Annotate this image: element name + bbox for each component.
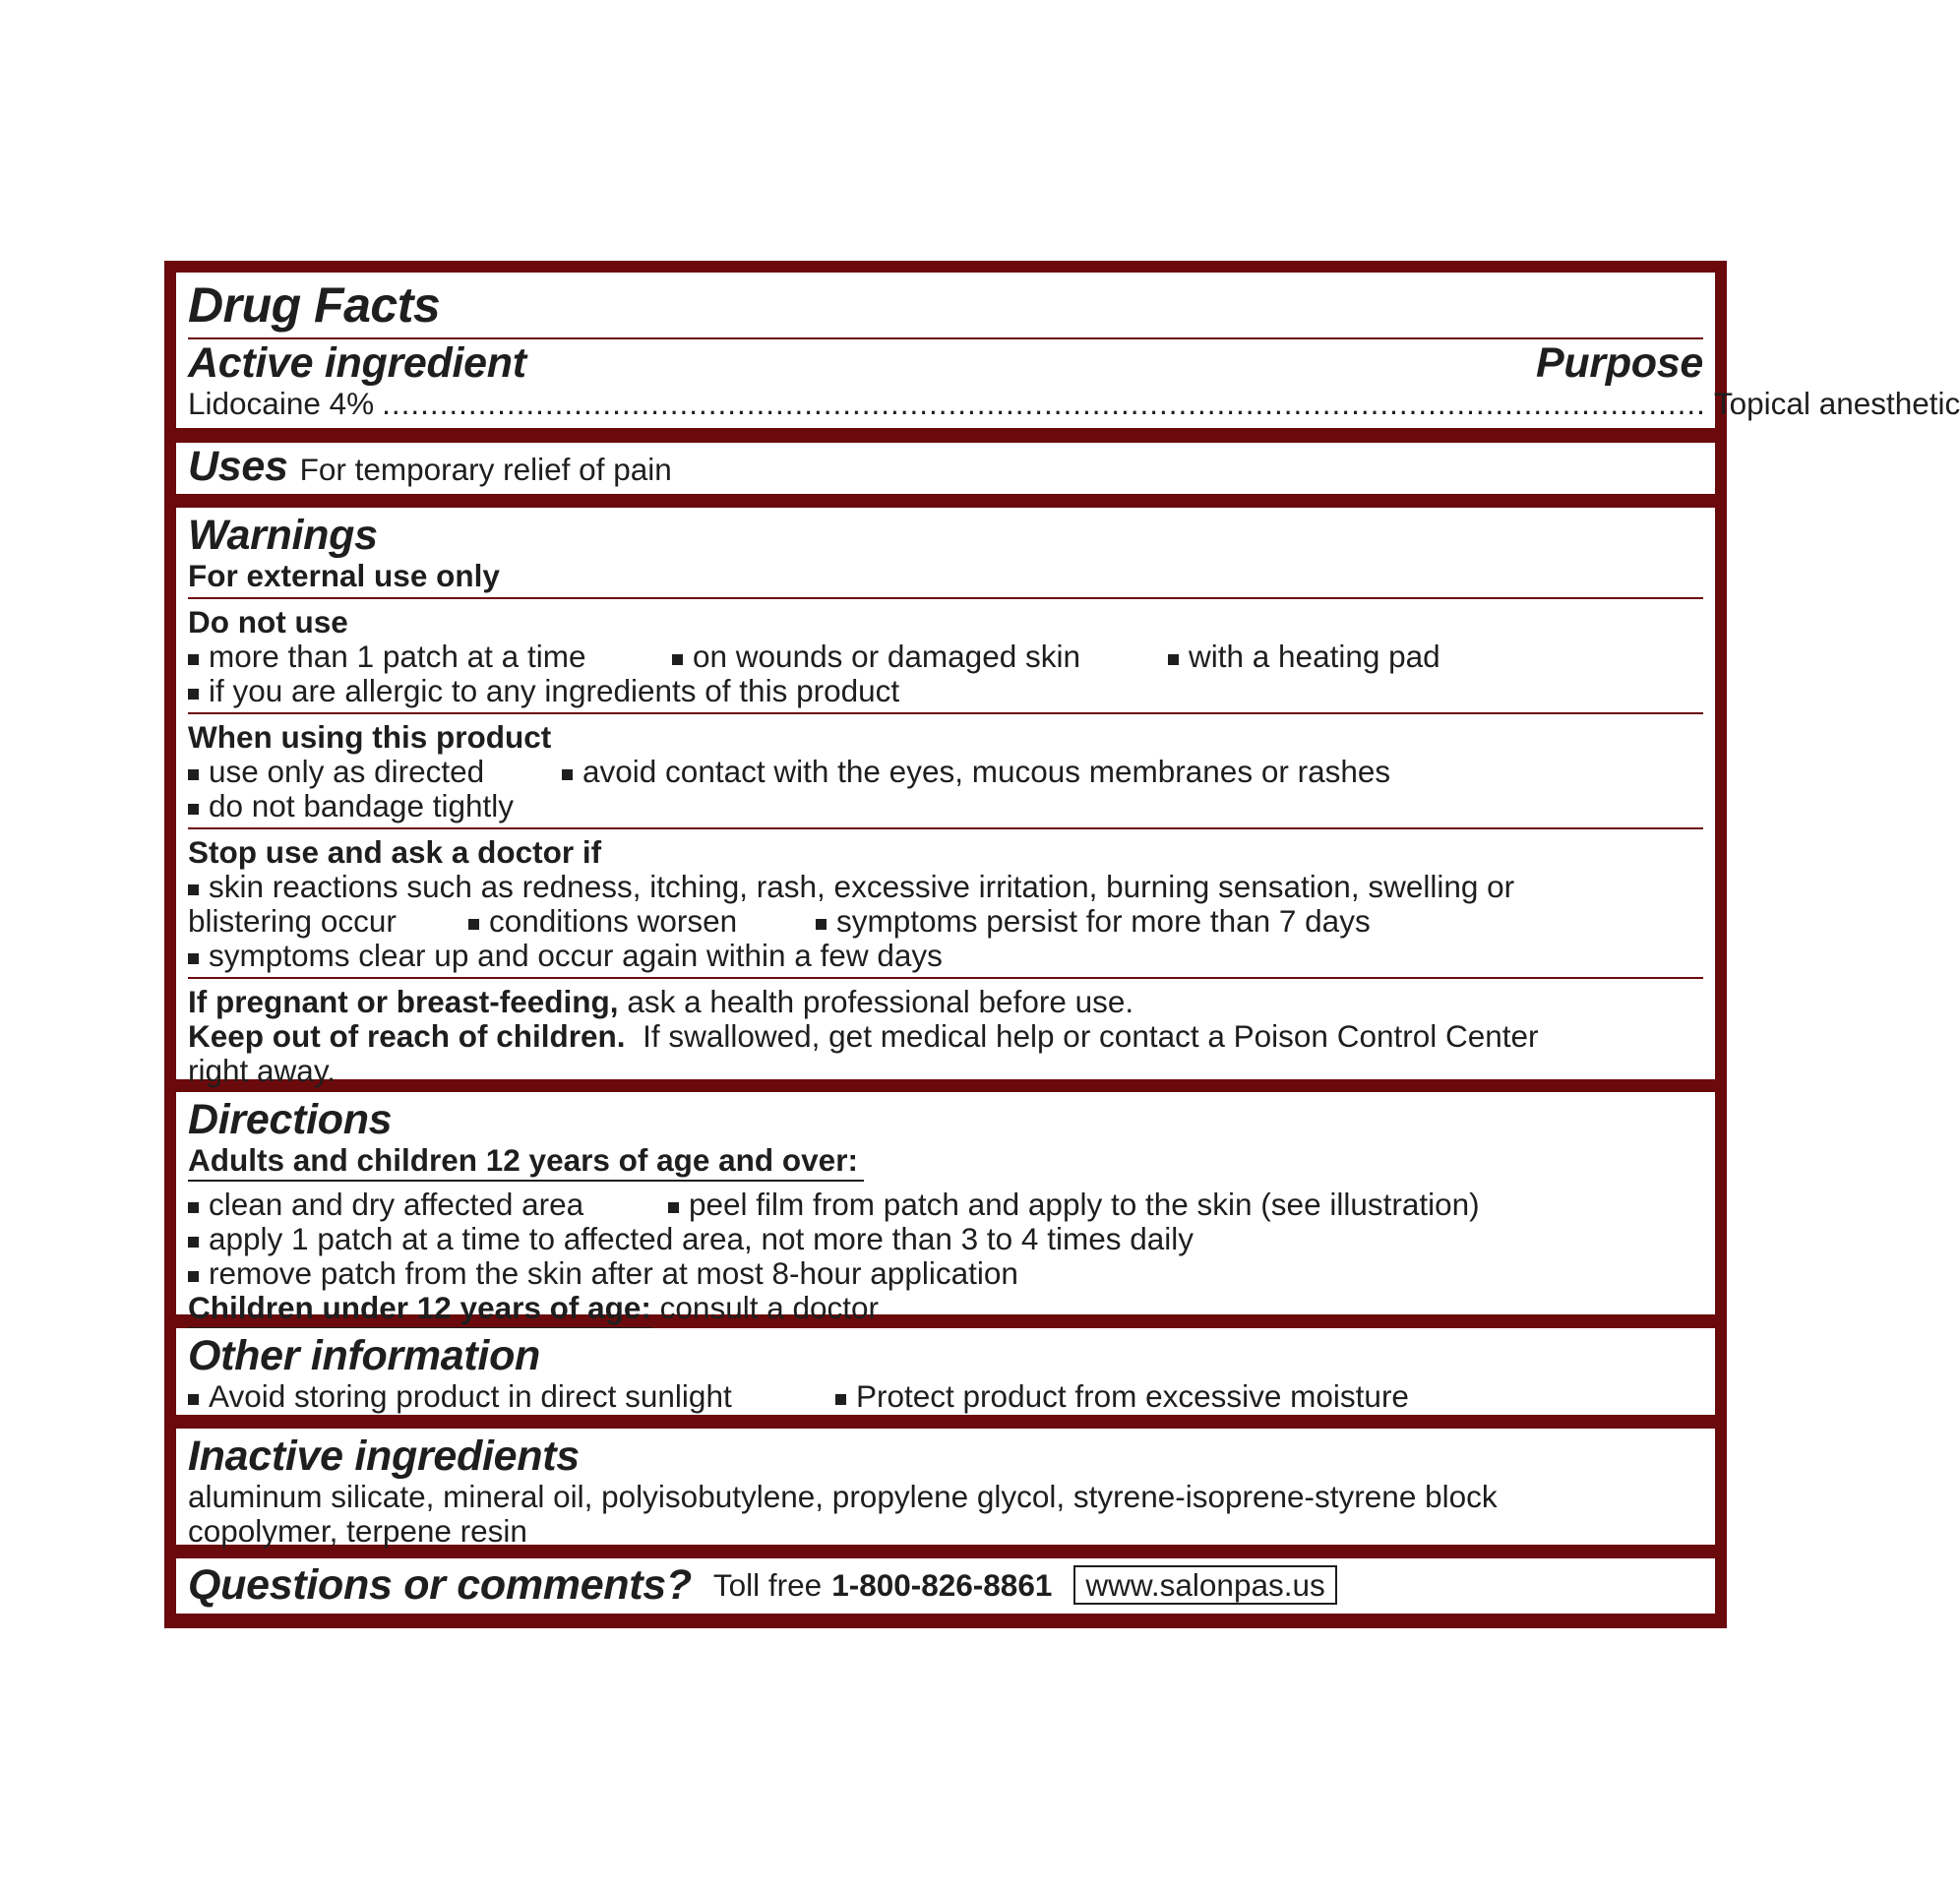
list-item: conditions worsen xyxy=(468,904,816,939)
uses-box xyxy=(176,443,1715,494)
divider xyxy=(188,827,1703,829)
inactive-heading: Inactive ingredients xyxy=(188,1432,580,1480)
bullet-icon xyxy=(188,1202,199,1213)
bullet-icon xyxy=(468,919,479,930)
list-item: apply 1 patch at a time to affected area, not more than 3 to 4 times daily xyxy=(188,1222,1703,1256)
list-item: clean and dry affected area xyxy=(188,1188,668,1222)
external-use-text: For external use only xyxy=(188,558,500,593)
list-item: more than 1 patch at a time xyxy=(188,640,672,674)
bullet-icon xyxy=(835,1394,846,1405)
list-item: symptoms persist for more than 7 days xyxy=(816,904,1371,939)
children-text: consult a doctor xyxy=(659,1290,880,1325)
toll-free-label: Toll free xyxy=(712,1566,823,1603)
bullet-icon xyxy=(188,1394,199,1405)
active-ingredient-heading: Active ingredient xyxy=(188,339,526,387)
other-info-box xyxy=(176,1328,1715,1415)
list-item: if you are allergic to any ingredients of this product xyxy=(188,674,1703,708)
list-item-continuation: blistering occur xyxy=(188,903,397,939)
questions-box xyxy=(176,1558,1715,1614)
questions-heading: Questions or comments? xyxy=(188,1561,692,1609)
leader-dots: .......................................................................................................................................... xyxy=(382,386,1706,421)
other-info-heading: Other information xyxy=(188,1332,541,1379)
drug-facts-title: Drug Facts xyxy=(188,277,441,333)
ingredient-name: Lidocaine 4% xyxy=(188,386,375,421)
keep-out-text-continued: right away. xyxy=(188,1053,336,1088)
pregnant-text: ask a health professional before use. xyxy=(627,984,1134,1019)
keep-out-text: If swallowed, get medical help or contact a Poison Control Center xyxy=(643,1018,1539,1054)
divider xyxy=(188,597,1703,599)
active-ingredient-box xyxy=(176,273,1960,428)
purpose-heading: Purpose xyxy=(1536,339,1703,387)
drug-facts-panel xyxy=(164,261,1960,1628)
bullet-icon xyxy=(188,1271,199,1282)
bullet-icon xyxy=(188,953,199,964)
list-item: on wounds or damaged skin xyxy=(672,640,1168,674)
bullet-icon xyxy=(188,689,199,700)
bullet-icon xyxy=(668,1202,679,1213)
keep-out-label: Keep out of reach of children. xyxy=(188,1018,626,1054)
bullet-icon xyxy=(188,884,199,895)
list-item: symptoms clear up and occur again within a few days xyxy=(188,939,1703,973)
list-item: avoid contact with the eyes, mucous membranes or rashes xyxy=(562,755,1390,789)
list-item: skin reactions such as redness, itching, rash, excessive irritation, burning sensation, swelling or xyxy=(188,870,1703,904)
inactive-text-continued: copolymer, terpene resin xyxy=(188,1513,527,1549)
list-item: use only as directed xyxy=(188,755,562,789)
list-item: do not bandage tightly xyxy=(188,789,1703,823)
directions-box xyxy=(176,1092,1715,1325)
uses-text: For temporary relief of pain xyxy=(299,452,672,487)
list-item: Protect product from excessive moisture xyxy=(835,1379,1409,1414)
list-item: with a heating pad xyxy=(1168,640,1440,674)
do-not-use-heading: Do not use xyxy=(188,604,348,640)
bullet-icon xyxy=(816,919,827,930)
inactive-box xyxy=(176,1429,1715,1549)
bullet-icon xyxy=(1168,654,1179,665)
bullet-icon xyxy=(188,769,199,780)
ingredient-purpose: Topical anesthetic xyxy=(1713,386,1960,421)
phone-number[interactable]: 1-800-826-8861 xyxy=(831,1566,1053,1603)
bullet-icon xyxy=(188,654,199,665)
list-item: remove patch from the skin after at most 8-hour application xyxy=(188,1256,1703,1291)
directions-heading: Directions xyxy=(188,1096,393,1143)
stop-use-heading: Stop use and ask a doctor if xyxy=(188,834,602,870)
adults-heading: Adults and children 12 years of age and over: xyxy=(188,1143,864,1182)
divider xyxy=(188,712,1703,714)
bullet-icon xyxy=(188,1237,199,1248)
bullet-icon xyxy=(188,804,199,815)
list-item: peel film from patch and apply to the skin (see illustration) xyxy=(668,1188,1480,1222)
pregnant-label: If pregnant or breast-feeding, xyxy=(188,984,619,1019)
bullet-icon xyxy=(672,654,683,665)
uses-heading: Uses xyxy=(188,443,288,490)
warnings-box xyxy=(176,508,1715,1088)
bullet-icon xyxy=(562,769,573,780)
when-using-heading: When using this product xyxy=(188,719,552,755)
website-link[interactable]: www.salonpas.us xyxy=(1073,1565,1336,1605)
inactive-text: aluminum silicate, mineral oil, polyisobutylene, propylene glycol, styrene-isoprene-styrene block xyxy=(188,1479,1498,1514)
list-item: Avoid storing product in direct sunlight xyxy=(188,1379,835,1414)
warnings-heading: Warnings xyxy=(188,512,378,559)
divider xyxy=(188,977,1703,979)
children-label: Children under 12 years of age: xyxy=(188,1291,651,1329)
